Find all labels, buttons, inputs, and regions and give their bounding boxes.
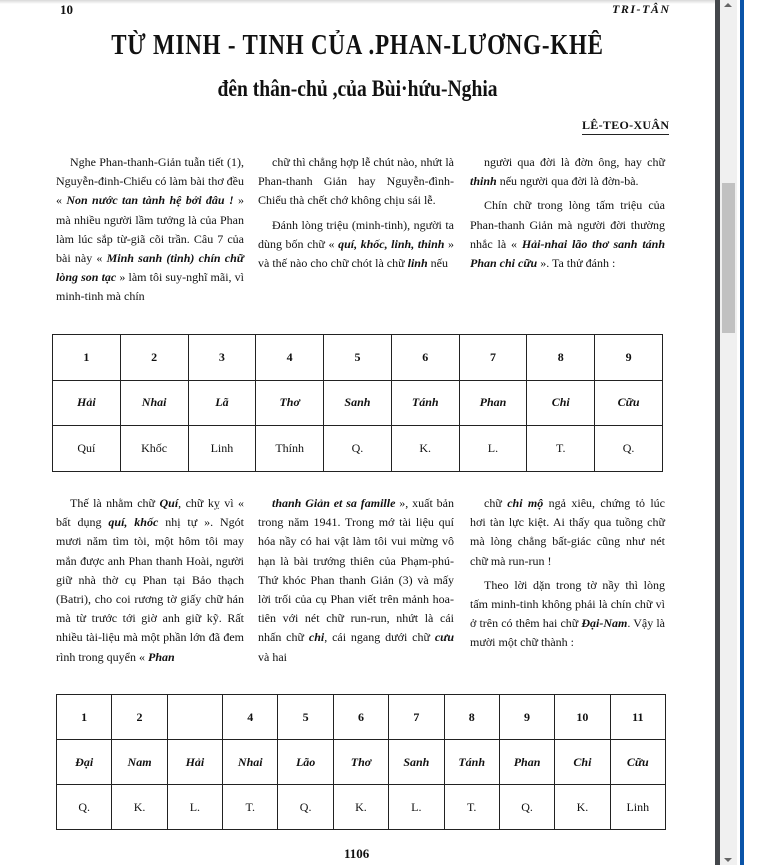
table-cell-marks: L. bbox=[389, 785, 444, 830]
table-cell-words: Cữu bbox=[610, 740, 665, 785]
table-cell-marks: T. bbox=[444, 785, 499, 830]
paragraph: Nghe Phan-thanh-Giản tuẫn tiết (1), Nguyễn-đinh-Chiểu có làm bài thơ đều « Non nước tan tành hệ bởi đâu ! » mà nhiều người lầm tưởng là của Phan làm lúc sắp từ-giã cõi trần. Câu 7 của bài này « Minh sanh (tinh) chín chữ lòng son tạc » làm tôi suy-nghĩ mãi, vì minh-tinh mà chín bbox=[56, 155, 244, 304]
table-cell-words: Cữu bbox=[595, 380, 663, 426]
table-cell-numbers: 6 bbox=[333, 695, 388, 740]
table-cell-marks: Linh bbox=[188, 426, 256, 472]
table-cell-numbers: 9 bbox=[499, 695, 554, 740]
table-cell-numbers: 4 bbox=[256, 335, 324, 381]
table-cell-words: Phan bbox=[459, 380, 527, 426]
table-cell-words: Nam bbox=[112, 740, 167, 785]
table-cell-marks: T. bbox=[527, 426, 595, 472]
table-cell-numbers: 1 bbox=[53, 335, 121, 381]
table-cell-marks: K. bbox=[333, 785, 388, 830]
table-cell-words: Chi bbox=[527, 380, 595, 426]
table-cell-words: Thơ bbox=[333, 740, 388, 785]
table-row-words bbox=[53, 380, 663, 426]
body-bottom-column-1 bbox=[56, 494, 244, 667]
table-cell-numbers: 4 bbox=[223, 695, 278, 740]
paragraph: người qua đời là đờn ông, hay chữ thinh nếu người qua đời là đờn-bà. bbox=[470, 155, 665, 189]
paragraph: chữ thì chẳng hợp lễ chút nào, nhứt là Phan-thanh Giản hay Nguyễn-đình-Chiểu thà chết chớ không chịu sái lễ. bbox=[258, 155, 454, 208]
table-cell-marks: L. bbox=[167, 785, 222, 830]
body-top-column-3 bbox=[470, 153, 665, 273]
table-cell-marks: Thính bbox=[256, 426, 324, 472]
table-cell-words: Phan bbox=[499, 740, 554, 785]
table-cell-numbers: 1 bbox=[57, 695, 112, 740]
table-cell-numbers: 6 bbox=[391, 335, 459, 381]
scrollbar-thumb[interactable] bbox=[722, 183, 735, 333]
table-cell-marks: K. bbox=[112, 785, 167, 830]
table-cell-marks: Q. bbox=[499, 785, 554, 830]
table-row-marks bbox=[57, 785, 666, 830]
table-cell-marks: Linh bbox=[610, 785, 665, 830]
table-cell-numbers: 8 bbox=[444, 695, 499, 740]
table-cell-words: Lão bbox=[278, 740, 333, 785]
table-cell-numbers: 8 bbox=[527, 335, 595, 381]
table-cell-numbers: 2 bbox=[120, 335, 188, 381]
table-cell-numbers: 10 bbox=[555, 695, 610, 740]
paragraph: Đánh lòng triệu (minh-tinh), người ta dùng bốn chữ « quí, khốc, linh, thinh » và thế nào cho chữ chót là chữ linh nếu bbox=[258, 217, 455, 271]
table-cell-marks: Q. bbox=[595, 426, 663, 472]
paragraph: Chín chữ trong lòng tấm triệu của Phan-thanh Giản mà người đời thường nhắc là « Hải-nhai lão thơ sanh tánh Phan chi cữu ». Ta thử đánh : bbox=[470, 198, 666, 271]
magazine-name: TRI-TÂN bbox=[612, 2, 671, 16]
minh-tinh-table-11 bbox=[56, 694, 666, 830]
body-top-column-1 bbox=[56, 153, 244, 307]
table-cell-marks: Q. bbox=[278, 785, 333, 830]
table-cell-numbers: 9 bbox=[595, 335, 663, 381]
table-row-numbers bbox=[53, 335, 663, 381]
page-folio: 1106 bbox=[344, 846, 370, 861]
paragraph: chữ chi mộ ngả xiêu, chứng tỏ lúc hơi tàn lực kiệt. Ai thấy qua tuồng chữ mà lòng chẳng bất-giác cũng như nét chữ mà run-run ! bbox=[470, 496, 666, 568]
table-cell-numbers: 3 bbox=[188, 335, 256, 381]
minh-tinh-table-9 bbox=[52, 334, 663, 472]
table-cell-numbers bbox=[167, 695, 222, 740]
table-row-words bbox=[57, 740, 666, 785]
scroll-down-arrow-icon[interactable] bbox=[724, 858, 732, 862]
table-cell-words: Hải bbox=[167, 740, 222, 785]
table-row-marks bbox=[53, 426, 663, 472]
table-row-numbers bbox=[57, 695, 666, 740]
body-bottom-column-3 bbox=[470, 494, 665, 653]
paragraph: thanh Giản et sa famille », xuất bản trong năm 1941. Trong mớ tài liệu quí hóa nầy có hai vật làm tôi vui mừng vô hạn là bài trướng thiên của Phạm-phú-Thứ khóc Phan thanh Giản (3) và mấy lời trối của cụ Phan viết trên mảnh hoa-tiên với nét chữ run-run, nhứt là cái nhấn chữ chi, cái ngang dưới chữ cưu và hai bbox=[258, 496, 455, 664]
table-cell-words: Tánh bbox=[391, 380, 459, 426]
table-cell-marks: L. bbox=[459, 426, 527, 472]
table-cell-words: Tánh bbox=[444, 740, 499, 785]
table-cell-words: Lã bbox=[188, 380, 256, 426]
table-cell-marks: Q. bbox=[324, 426, 392, 472]
article-subtitle: đên thân-chủ ,của Bùi·hứu-Nghia bbox=[217, 76, 498, 101]
table-cell-numbers: 11 bbox=[610, 695, 665, 740]
paragraph: Thế là nhằm chữ Quí, chữ kỵ vì « bất dụng quí, khốc nhị tự ». Ngót mươi năm tìm tòi, một hôm tôi may mắn được anh Phan thanh Hoài, người giữ nhà thờ cụ Phan tại Bảo thạch (Batri), cho coi rương tờ giấy chữ hán mà từ trước tới giờ anh giữ kỹ. Rất nhiều tài-liệu mà một phần lớn đã đem rình trong quyển « Phan bbox=[56, 496, 244, 664]
body-bottom-column-2 bbox=[258, 494, 454, 667]
page-number-header: 10 bbox=[60, 2, 73, 17]
table-cell-marks: Khốc bbox=[120, 426, 188, 472]
paragraph: Theo lời dặn trong tờ nầy thì lòng tấm minh-tinh không phải là chín chữ vì ở trên có thêm hai chữ Đại-Nam. Vậy là mười một chữ thành : bbox=[470, 577, 665, 650]
table-cell-words: Sanh bbox=[324, 380, 392, 426]
window-frame bbox=[740, 0, 744, 865]
table-cell-numbers: 5 bbox=[278, 695, 333, 740]
table-cell-numbers: 7 bbox=[459, 335, 527, 381]
table-cell-numbers: 2 bbox=[112, 695, 167, 740]
table-cell-marks: Q. bbox=[57, 785, 112, 830]
table-cell-numbers: 5 bbox=[324, 335, 392, 381]
article-title: TỪ MINH - TINH CỦA .PHAN-LƯƠNG-KHÊ bbox=[111, 30, 604, 61]
table-cell-marks: Quí bbox=[53, 426, 121, 472]
vertical-scrollbar[interactable] bbox=[720, 0, 737, 865]
table-cell-words: Chi bbox=[555, 740, 610, 785]
table-cell-marks: T. bbox=[223, 785, 278, 830]
table-cell-words: Hải bbox=[53, 380, 121, 426]
table-cell-words: Đại bbox=[57, 740, 112, 785]
table-cell-numbers: 7 bbox=[389, 695, 444, 740]
body-top-column-2 bbox=[258, 153, 454, 273]
table-cell-marks: K. bbox=[391, 426, 459, 472]
table-cell-words: Sanh bbox=[389, 740, 444, 785]
table-cell-words: Thơ bbox=[256, 380, 324, 426]
table-cell-marks: K. bbox=[555, 785, 610, 830]
table-cell-words: Nhai bbox=[223, 740, 278, 785]
author-byline: LÊ-TEO-XUÂN bbox=[582, 118, 669, 135]
scroll-up-arrow-icon[interactable] bbox=[724, 3, 732, 7]
table-cell-words: Nhai bbox=[120, 380, 188, 426]
toolbar-shadow bbox=[0, 0, 715, 4]
